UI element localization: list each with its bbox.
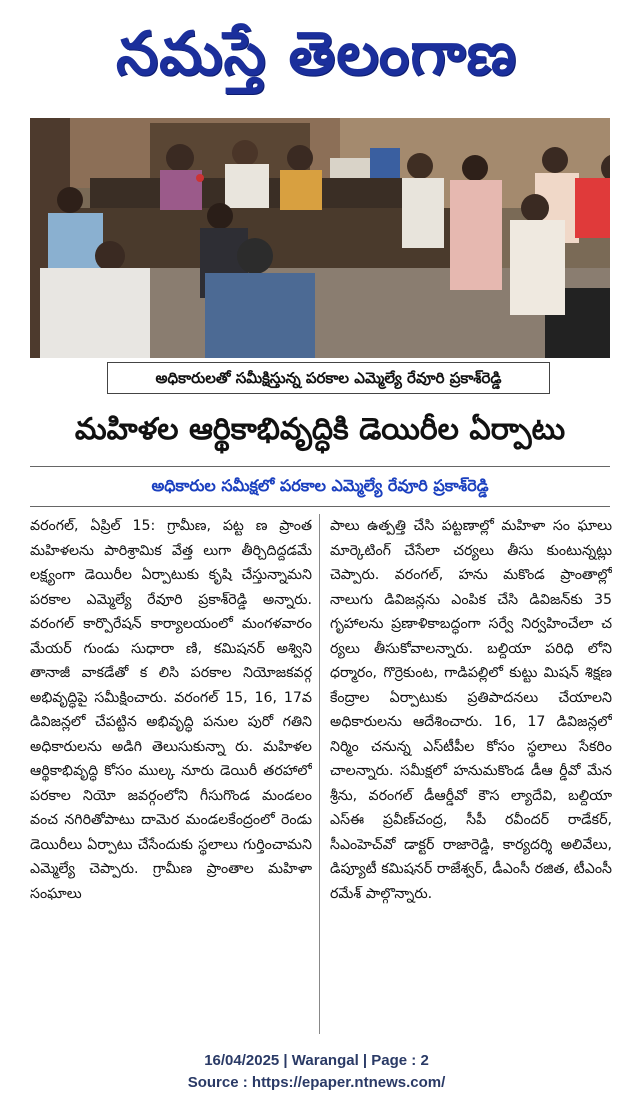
subheadline-top-rule bbox=[30, 466, 610, 467]
column-divider bbox=[319, 514, 320, 1034]
news-photo bbox=[30, 118, 610, 358]
article-column-right: పాలు ఉత్పత్తి చేసి పట్టణాల్లో మహిళా సం ఘాలు మార్కెటింగ్‌ చేసేలా చర్యలు తీసు కుంటున్నట్లు చెప్పారు. వరంగల్‌, హను మకొండ ప్రాంతాల్లో నాలుగు డివిజన్లను ఎంపిక చేసి డివిజన్‌కు 35 గృహాలను ప్రణాళికాబద్ధంగా సర్వే నిర్వహించేలా చ ర్యలు తీసుకోవాలన్నారు. బల్దియా పరిధి లోని ధర్మారం, గొర్రెకుంట, గాడిపల్లిలో కుట్టు మిషన్‌ శిక్షణ కేంద్రాల ఏర్పాటుకు ప్రతిపాదనలు చేయాలని అధికారులను ఆదేశించారు. 16, 17 డివిజన్లలో నిర్మిం చనున్న ఎస్‌టీపీల కోసం స్థలాలు సేకరిం చాలన్నారు. సమీక్షలో హనుమకొండ డీఆ ర్డీవో మేన శ్రీను, వరంగల్‌ డీఆర్డీవో కౌస ల్యాదేవి, బల్దియా ఎస్‌ఈ ప్రవీణ్‌చంద్ర, సీపీ రవీందర్‌ రాడేకర్‌, సీఎంహెచ్‌వో డాక్టర్‌ రాజారెడ్డి, కార్యదర్శి అలివేలు, డిప్యూటీ కమిషనర్‌ రాజేశ్వర్‌, డీఎంసీ రజిత, టీఎంసీ రమేశ్‌ పాల్గొన్నారు. bbox=[330, 518, 612, 902]
meeting-photo-illustration bbox=[30, 118, 610, 358]
article-column-left: వరంగల్‌, ఏప్రిల్‌ 15: గ్రామీణ, పట్ట ణ ప్రాంత మహిళలను పారిశ్రామిక వేత్త లుగా తీర్చిదిద్దడమే లక్ష్యంగా డెయిరీల ఏర్పాటుకు కృషి చేస్తున్నామని పరకాల ఎమ్మెల్యే రేవూరి ప్రకాశ్‌రెడ్డి అన్నారు. వరంగల్‌ కార్పొరేషన్‌ కార్యాలయంలో మంగళవారం మేయర్‌ గుండు సుధారా ణి, కమిషనర్‌ అశ్విని తానాజీ వాకడేతో క లిసి పరకాల నియోజకవర్గ అభివృద్ధిపై సమీక్షించారు. వరంగల్‌ 15, 16, 17వ డివిజన్లలో చేపట్టిన అభివృద్ధి పనుల పురో గతిని అధికారులను అడిగి తెలుసుకున్నా రు. మహిళల ఆర్థికాభివృద్ధి కోసం ముల్క నూరు డెయిరీ తరహాలో పరకాల నియో జవర్గంలోని గీసుగొండ మండలం వంచ నగిరితోపాటు దామెర మండలకేంద్రంలో రెండు డెయిరీలు ఏర్పాటు చేసేందుకు స్థలాలు గుర్తించామని ఎమ్మెల్యే చెప్పారు. గ్రామీణ ప్రాంతాల మహిళా సంఘాలు bbox=[30, 518, 312, 902]
page-footer bbox=[0, 1050, 633, 1094]
newspaper-title: నమస్తే తెలంగాణ bbox=[115, 19, 518, 89]
edition-line: 16/04/2025 | Warangal | Page : 2 bbox=[204, 1052, 429, 1069]
article-headline: మహిళల ఆర్థికాభివృద్ధికి డెయిరీల ఏర్పాటు bbox=[74, 412, 566, 447]
subheadline-bottom-rule bbox=[30, 506, 610, 507]
photo-caption: అధికారులతో సమీక్షిస్తున్న పరకాల ఎమ్మెల్యే రేవూరి ప్రకాశ్‌రెడ్డి bbox=[107, 362, 550, 394]
article-subheadline: అధికారుల సమీక్షలో పరకాల ఎమ్మెల్యే రేవూరి ప్రకాశ్‌రెడ్డి bbox=[151, 476, 489, 495]
masthead bbox=[0, 0, 633, 112]
source-line: Source : https://epaper.ntnews.com/ bbox=[187, 1074, 446, 1091]
